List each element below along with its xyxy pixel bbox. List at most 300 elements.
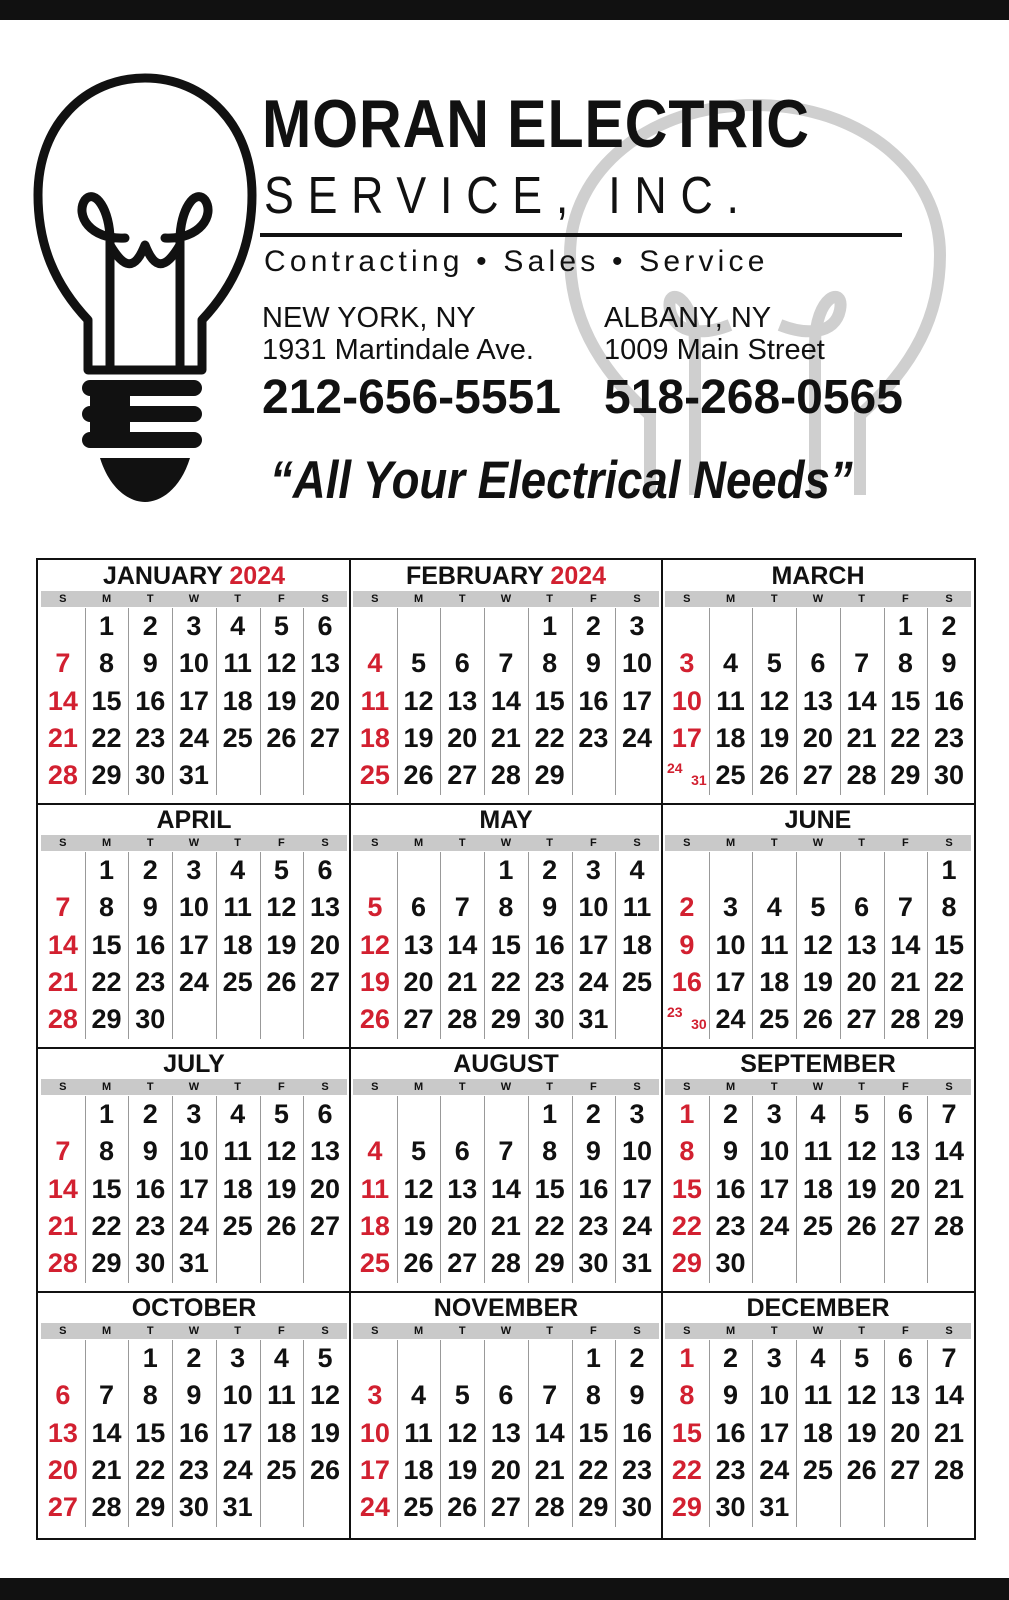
weekday-label: T bbox=[770, 593, 778, 605]
month-title bbox=[350, 560, 662, 590]
day-5: 5 bbox=[854, 1099, 870, 1129]
day-8: 8 bbox=[99, 892, 115, 923]
day-18: 18 bbox=[266, 1417, 297, 1448]
day-4: 4 bbox=[629, 855, 645, 885]
month-title bbox=[38, 560, 350, 590]
day-28: 28 bbox=[490, 760, 521, 791]
day-3: 3 bbox=[186, 855, 202, 885]
row-separator bbox=[38, 803, 974, 805]
day-8: 8 bbox=[542, 648, 558, 679]
day-12: 12 bbox=[310, 1380, 341, 1411]
day-8: 8 bbox=[142, 1380, 158, 1411]
day-19: 19 bbox=[266, 685, 297, 716]
day-28: 28 bbox=[47, 1248, 78, 1279]
day-27: 27 bbox=[447, 1248, 478, 1279]
day-21: 21 bbox=[490, 1210, 521, 1241]
weekday-label: F bbox=[589, 1081, 597, 1093]
weekday-label: T bbox=[546, 1081, 553, 1093]
day-19: 19 bbox=[802, 966, 833, 997]
day-10: 10 bbox=[578, 892, 609, 923]
weekday-label: M bbox=[413, 837, 424, 849]
location-albany bbox=[604, 302, 903, 426]
day-5: 5 bbox=[454, 1380, 470, 1411]
day-7: 7 bbox=[55, 892, 71, 923]
day-2: 2 bbox=[941, 611, 957, 641]
day-10: 10 bbox=[622, 1136, 653, 1167]
day-9: 9 bbox=[723, 1136, 739, 1167]
weekday-label: M bbox=[101, 1081, 112, 1093]
day-20: 20 bbox=[490, 1454, 521, 1485]
weekday-label: T bbox=[770, 1081, 778, 1093]
day-1: 1 bbox=[679, 1343, 695, 1373]
day-17: 17 bbox=[178, 929, 209, 960]
day-25: 25 bbox=[759, 1004, 790, 1035]
day-5: 5 bbox=[367, 892, 383, 923]
day-3: 3 bbox=[766, 1343, 782, 1373]
day-29: 29 bbox=[671, 1492, 702, 1523]
day-16: 16 bbox=[135, 1173, 166, 1204]
day-6: 6 bbox=[810, 648, 826, 679]
month-name: MARCH bbox=[771, 562, 865, 590]
month-march bbox=[662, 560, 974, 804]
day-23: 23 bbox=[135, 722, 166, 753]
month-name: OCTOBER bbox=[131, 1294, 257, 1322]
row-separator bbox=[38, 1047, 974, 1049]
day-9: 9 bbox=[629, 1380, 645, 1411]
weekday-label: S bbox=[371, 1081, 379, 1093]
day-17: 17 bbox=[715, 966, 746, 997]
day-5: 5 bbox=[317, 1343, 333, 1373]
day-29: 29 bbox=[934, 1004, 965, 1035]
day-1: 1 bbox=[99, 1099, 115, 1129]
day-1: 1 bbox=[498, 855, 514, 885]
day-13: 13 bbox=[310, 892, 341, 923]
day-27: 27 bbox=[310, 966, 341, 997]
day-9: 9 bbox=[585, 648, 601, 679]
weekday-label: T bbox=[234, 1325, 241, 1337]
day-4: 4 bbox=[411, 1380, 427, 1411]
month-name: AUGUST bbox=[453, 1050, 559, 1078]
day-17: 17 bbox=[178, 685, 209, 716]
month-september bbox=[662, 1048, 974, 1292]
day-7: 7 bbox=[941, 1343, 957, 1373]
day-3: 3 bbox=[230, 1343, 246, 1373]
month-may bbox=[350, 804, 662, 1048]
day-25: 25 bbox=[222, 722, 253, 753]
day-19: 19 bbox=[266, 929, 297, 960]
day-13: 13 bbox=[447, 1173, 478, 1204]
weekday-label: F bbox=[277, 837, 285, 849]
day-2: 2 bbox=[142, 855, 158, 885]
day-13: 13 bbox=[447, 685, 478, 716]
day-29: 29 bbox=[490, 1004, 521, 1035]
month-june bbox=[662, 804, 974, 1048]
weekday-label: S bbox=[59, 837, 67, 849]
day-11: 11 bbox=[716, 685, 745, 716]
day-23: 23 bbox=[135, 1210, 166, 1241]
day-7: 7 bbox=[99, 1380, 115, 1411]
day-27: 27 bbox=[846, 1004, 877, 1035]
weekday-label: F bbox=[589, 1325, 597, 1337]
day-20: 20 bbox=[47, 1454, 78, 1485]
day-24: 24 bbox=[178, 966, 209, 997]
month-title bbox=[350, 1292, 662, 1322]
location-phone: 518-268-0565 bbox=[604, 371, 903, 424]
day-3: 3 bbox=[186, 1099, 202, 1129]
day-4: 4 bbox=[723, 648, 739, 679]
day-3: 3 bbox=[367, 1380, 383, 1411]
day-1: 1 bbox=[99, 611, 115, 641]
day-7: 7 bbox=[542, 1380, 558, 1411]
day-9: 9 bbox=[186, 1380, 202, 1411]
weekday-label: T bbox=[234, 837, 241, 849]
day-18: 18 bbox=[359, 1210, 390, 1241]
weekday-label: T bbox=[546, 1325, 553, 1337]
month-january bbox=[38, 560, 350, 804]
weekday-label: W bbox=[500, 1325, 512, 1337]
day-6: 6 bbox=[411, 892, 427, 923]
day-31: 31 bbox=[622, 1248, 653, 1279]
weekday-label: M bbox=[725, 837, 736, 849]
day-27: 27 bbox=[890, 1210, 921, 1241]
day-10: 10 bbox=[759, 1380, 790, 1411]
day-8: 8 bbox=[941, 892, 957, 923]
month-name: APRIL bbox=[156, 806, 232, 834]
day-16: 16 bbox=[671, 966, 702, 997]
weekday-label: M bbox=[725, 1081, 736, 1093]
day-11: 11 bbox=[223, 1136, 252, 1167]
day-27: 27 bbox=[47, 1492, 78, 1523]
day-15: 15 bbox=[91, 685, 122, 716]
day-11: 11 bbox=[223, 648, 252, 679]
weekday-label: T bbox=[858, 1325, 865, 1337]
day-1: 1 bbox=[542, 1099, 558, 1129]
day-19: 19 bbox=[310, 1417, 341, 1448]
row-separator bbox=[38, 1291, 974, 1293]
weekday-label: T bbox=[458, 1325, 466, 1337]
day-8: 8 bbox=[679, 1380, 695, 1411]
weekday-label: M bbox=[413, 593, 424, 605]
weekday-label: F bbox=[901, 1081, 909, 1093]
day-12: 12 bbox=[266, 1136, 297, 1167]
day-26: 26 bbox=[447, 1492, 478, 1523]
day-9: 9 bbox=[142, 892, 158, 923]
day-4: 4 bbox=[810, 1343, 826, 1373]
day-21: 21 bbox=[490, 722, 521, 753]
month-name: MAY bbox=[479, 806, 533, 834]
day-10: 10 bbox=[178, 648, 209, 679]
weekday-label: S bbox=[633, 1325, 641, 1337]
day-28: 28 bbox=[934, 1210, 965, 1241]
day-24: 24 bbox=[759, 1210, 790, 1241]
day-9: 9 bbox=[542, 892, 558, 923]
day-23: 23 bbox=[534, 966, 565, 997]
day-15: 15 bbox=[135, 1417, 166, 1448]
day-2: 2 bbox=[142, 611, 158, 641]
day-26: 26 bbox=[403, 760, 434, 791]
weekday-header bbox=[665, 835, 971, 851]
day-15: 15 bbox=[91, 1173, 122, 1204]
day-23: 23 bbox=[178, 1454, 209, 1485]
day-23: 23 bbox=[667, 1004, 683, 1021]
day-21: 21 bbox=[934, 1417, 965, 1448]
month-title bbox=[38, 1292, 350, 1322]
header-rule bbox=[260, 233, 902, 237]
day-23: 23 bbox=[934, 722, 965, 753]
weekday-label: T bbox=[858, 837, 865, 849]
day-11: 11 bbox=[759, 929, 789, 960]
day-6: 6 bbox=[454, 648, 470, 679]
day-7: 7 bbox=[854, 648, 870, 679]
weekday-label: F bbox=[277, 1081, 285, 1093]
company-slogan: “All Your Electrical Needs” bbox=[270, 451, 853, 510]
day-20: 20 bbox=[310, 1173, 341, 1204]
weekday-label: T bbox=[146, 1081, 154, 1093]
day-25: 25 bbox=[359, 1248, 390, 1279]
day-5: 5 bbox=[766, 648, 782, 679]
day-24: 24 bbox=[578, 966, 609, 997]
day-12: 12 bbox=[802, 929, 833, 960]
location-street: 1931 Martindale Ave. bbox=[262, 334, 534, 366]
day-18: 18 bbox=[222, 1173, 253, 1204]
day-30: 30 bbox=[691, 1016, 707, 1033]
day-31: 31 bbox=[759, 1492, 790, 1523]
day-18: 18 bbox=[715, 722, 746, 753]
day-7: 7 bbox=[498, 1136, 514, 1167]
lightbulb-logo-icon bbox=[30, 70, 260, 510]
day-25: 25 bbox=[359, 760, 390, 791]
day-5: 5 bbox=[273, 611, 289, 641]
day-18: 18 bbox=[802, 1173, 833, 1204]
weekday-label: S bbox=[59, 1325, 67, 1337]
day-4: 4 bbox=[230, 855, 246, 885]
day-2: 2 bbox=[542, 855, 558, 885]
day-22: 22 bbox=[671, 1454, 702, 1485]
month-name: NOVEMBER bbox=[433, 1294, 579, 1322]
day-19: 19 bbox=[846, 1417, 877, 1448]
location-city: ALBANY, NY bbox=[604, 302, 772, 334]
day-9: 9 bbox=[142, 1136, 158, 1167]
day-4: 4 bbox=[230, 611, 246, 641]
day-23: 23 bbox=[622, 1454, 653, 1485]
day-20: 20 bbox=[846, 966, 877, 997]
day-19: 19 bbox=[359, 966, 390, 997]
year-label: 2024 bbox=[543, 562, 607, 590]
weekday-label: T bbox=[770, 1325, 778, 1337]
weekday-label: T bbox=[458, 837, 466, 849]
weekday-header bbox=[353, 1079, 659, 1095]
day-5: 5 bbox=[411, 648, 427, 679]
weekday-label: S bbox=[633, 837, 641, 849]
day-5: 5 bbox=[810, 892, 826, 923]
day-12: 12 bbox=[846, 1380, 877, 1411]
day-7: 7 bbox=[55, 1136, 71, 1167]
day-11: 11 bbox=[803, 1380, 833, 1411]
company-name: MORAN ELECTRIC bbox=[262, 86, 810, 162]
day-26: 26 bbox=[846, 1210, 877, 1241]
weekday-header bbox=[353, 1323, 659, 1339]
day-12: 12 bbox=[266, 892, 297, 923]
weekday-label: W bbox=[500, 837, 512, 849]
day-18: 18 bbox=[359, 722, 390, 753]
day-14: 14 bbox=[91, 1417, 122, 1448]
day-22: 22 bbox=[490, 966, 521, 997]
day-22: 22 bbox=[934, 966, 965, 997]
day-29: 29 bbox=[578, 1492, 609, 1523]
month-title bbox=[662, 560, 974, 590]
day-22: 22 bbox=[534, 722, 565, 753]
day-29: 29 bbox=[671, 1248, 702, 1279]
weekday-label: S bbox=[683, 837, 691, 849]
day-23: 23 bbox=[715, 1454, 746, 1485]
day-6: 6 bbox=[317, 855, 333, 885]
day-6: 6 bbox=[498, 1380, 514, 1411]
day-22: 22 bbox=[91, 966, 122, 997]
day-22: 22 bbox=[91, 1210, 122, 1241]
weekday-label: F bbox=[901, 593, 909, 605]
day-16: 16 bbox=[578, 1173, 609, 1204]
day-29: 29 bbox=[91, 760, 122, 791]
day-13: 13 bbox=[47, 1417, 78, 1448]
day-2: 2 bbox=[679, 892, 695, 923]
day-12: 12 bbox=[447, 1417, 478, 1448]
day-12: 12 bbox=[266, 648, 297, 679]
day-18: 18 bbox=[622, 929, 653, 960]
day-30: 30 bbox=[534, 1004, 565, 1035]
day-17: 17 bbox=[622, 685, 653, 716]
day-18: 18 bbox=[403, 1454, 434, 1485]
day-17: 17 bbox=[178, 1173, 209, 1204]
day-15: 15 bbox=[671, 1173, 702, 1204]
day-28: 28 bbox=[91, 1492, 122, 1523]
day-10: 10 bbox=[178, 892, 209, 923]
weekday-label: T bbox=[458, 1081, 466, 1093]
day-8: 8 bbox=[99, 648, 115, 679]
day-2: 2 bbox=[186, 1343, 202, 1373]
day-6: 6 bbox=[317, 1099, 333, 1129]
weekday-label: S bbox=[683, 593, 691, 605]
day-18: 18 bbox=[222, 929, 253, 960]
day-28: 28 bbox=[934, 1454, 965, 1485]
day-25: 25 bbox=[802, 1210, 833, 1241]
month-title bbox=[350, 1048, 662, 1078]
day-31: 31 bbox=[178, 1248, 209, 1279]
day-3: 3 bbox=[679, 648, 695, 679]
day-30: 30 bbox=[715, 1248, 746, 1279]
day-3: 3 bbox=[629, 1099, 645, 1129]
day-26: 26 bbox=[759, 760, 790, 791]
day-13: 13 bbox=[403, 929, 434, 960]
day-8: 8 bbox=[585, 1380, 601, 1411]
weekday-label: W bbox=[500, 593, 512, 605]
day-16: 16 bbox=[534, 929, 565, 960]
day-11: 11 bbox=[622, 892, 652, 923]
weekday-label: T bbox=[146, 837, 154, 849]
day-4: 4 bbox=[810, 1099, 826, 1129]
day-22: 22 bbox=[91, 722, 122, 753]
day-11: 11 bbox=[803, 1136, 833, 1167]
day-14: 14 bbox=[47, 929, 78, 960]
day-21: 21 bbox=[934, 1173, 965, 1204]
month-december bbox=[662, 1292, 974, 1536]
day-1: 1 bbox=[99, 855, 115, 885]
day-30: 30 bbox=[934, 760, 965, 791]
day-17: 17 bbox=[222, 1417, 253, 1448]
day-27: 27 bbox=[310, 722, 341, 753]
day-3: 3 bbox=[186, 611, 202, 641]
day-2: 2 bbox=[723, 1343, 739, 1373]
weekday-label: F bbox=[901, 1325, 909, 1337]
day-8: 8 bbox=[679, 1136, 695, 1167]
day-28: 28 bbox=[890, 1004, 921, 1035]
day-15: 15 bbox=[534, 1173, 565, 1204]
day-20: 20 bbox=[890, 1417, 921, 1448]
day-4: 4 bbox=[230, 1099, 246, 1129]
day-14: 14 bbox=[47, 685, 78, 716]
weekday-label: S bbox=[945, 1081, 953, 1093]
day-21: 21 bbox=[447, 966, 478, 997]
day-25: 25 bbox=[802, 1454, 833, 1485]
day-17: 17 bbox=[759, 1417, 790, 1448]
weekday-label: T bbox=[234, 1081, 241, 1093]
day-12: 12 bbox=[403, 1173, 434, 1204]
day-9: 9 bbox=[941, 648, 957, 679]
day-13: 13 bbox=[310, 1136, 341, 1167]
weekday-label: M bbox=[413, 1081, 424, 1093]
day-6: 6 bbox=[55, 1380, 71, 1411]
day-1: 1 bbox=[941, 855, 957, 885]
day-28: 28 bbox=[490, 1248, 521, 1279]
location-city: NEW YORK, NY bbox=[262, 302, 476, 334]
day-1: 1 bbox=[142, 1343, 158, 1373]
day-30: 30 bbox=[135, 1248, 166, 1279]
day-21: 21 bbox=[47, 1210, 78, 1241]
day-10: 10 bbox=[715, 929, 746, 960]
day-6: 6 bbox=[454, 1136, 470, 1167]
day-14: 14 bbox=[934, 1380, 965, 1411]
weekday-label: W bbox=[812, 1325, 824, 1337]
month-name: JULY bbox=[163, 1050, 225, 1078]
weekday-label: W bbox=[812, 593, 824, 605]
day-10: 10 bbox=[222, 1380, 253, 1411]
day-20: 20 bbox=[447, 1210, 478, 1241]
day-17: 17 bbox=[578, 929, 609, 960]
day-17: 17 bbox=[671, 722, 702, 753]
day-23: 23 bbox=[578, 1210, 609, 1241]
month-title bbox=[662, 1048, 974, 1078]
bottom-border bbox=[0, 1578, 1009, 1600]
day-25: 25 bbox=[715, 760, 746, 791]
day-1: 1 bbox=[679, 1099, 695, 1129]
weekday-label: T bbox=[858, 1081, 865, 1093]
day-1: 1 bbox=[897, 611, 913, 641]
column-separator bbox=[661, 560, 663, 1538]
day-16: 16 bbox=[715, 1173, 746, 1204]
month-february bbox=[350, 560, 662, 804]
weekday-label: T bbox=[146, 593, 154, 605]
day-16: 16 bbox=[178, 1417, 209, 1448]
month-title bbox=[38, 1048, 350, 1078]
day-2: 2 bbox=[585, 611, 601, 641]
day-14: 14 bbox=[890, 929, 921, 960]
company-tagline: Contracting • Sales • Service bbox=[264, 245, 769, 278]
weekday-label: T bbox=[546, 837, 553, 849]
day-11: 11 bbox=[360, 685, 390, 716]
weekday-label: F bbox=[901, 837, 909, 849]
day-20: 20 bbox=[890, 1173, 921, 1204]
weekday-label: F bbox=[277, 1325, 285, 1337]
day-3: 3 bbox=[766, 1099, 782, 1129]
